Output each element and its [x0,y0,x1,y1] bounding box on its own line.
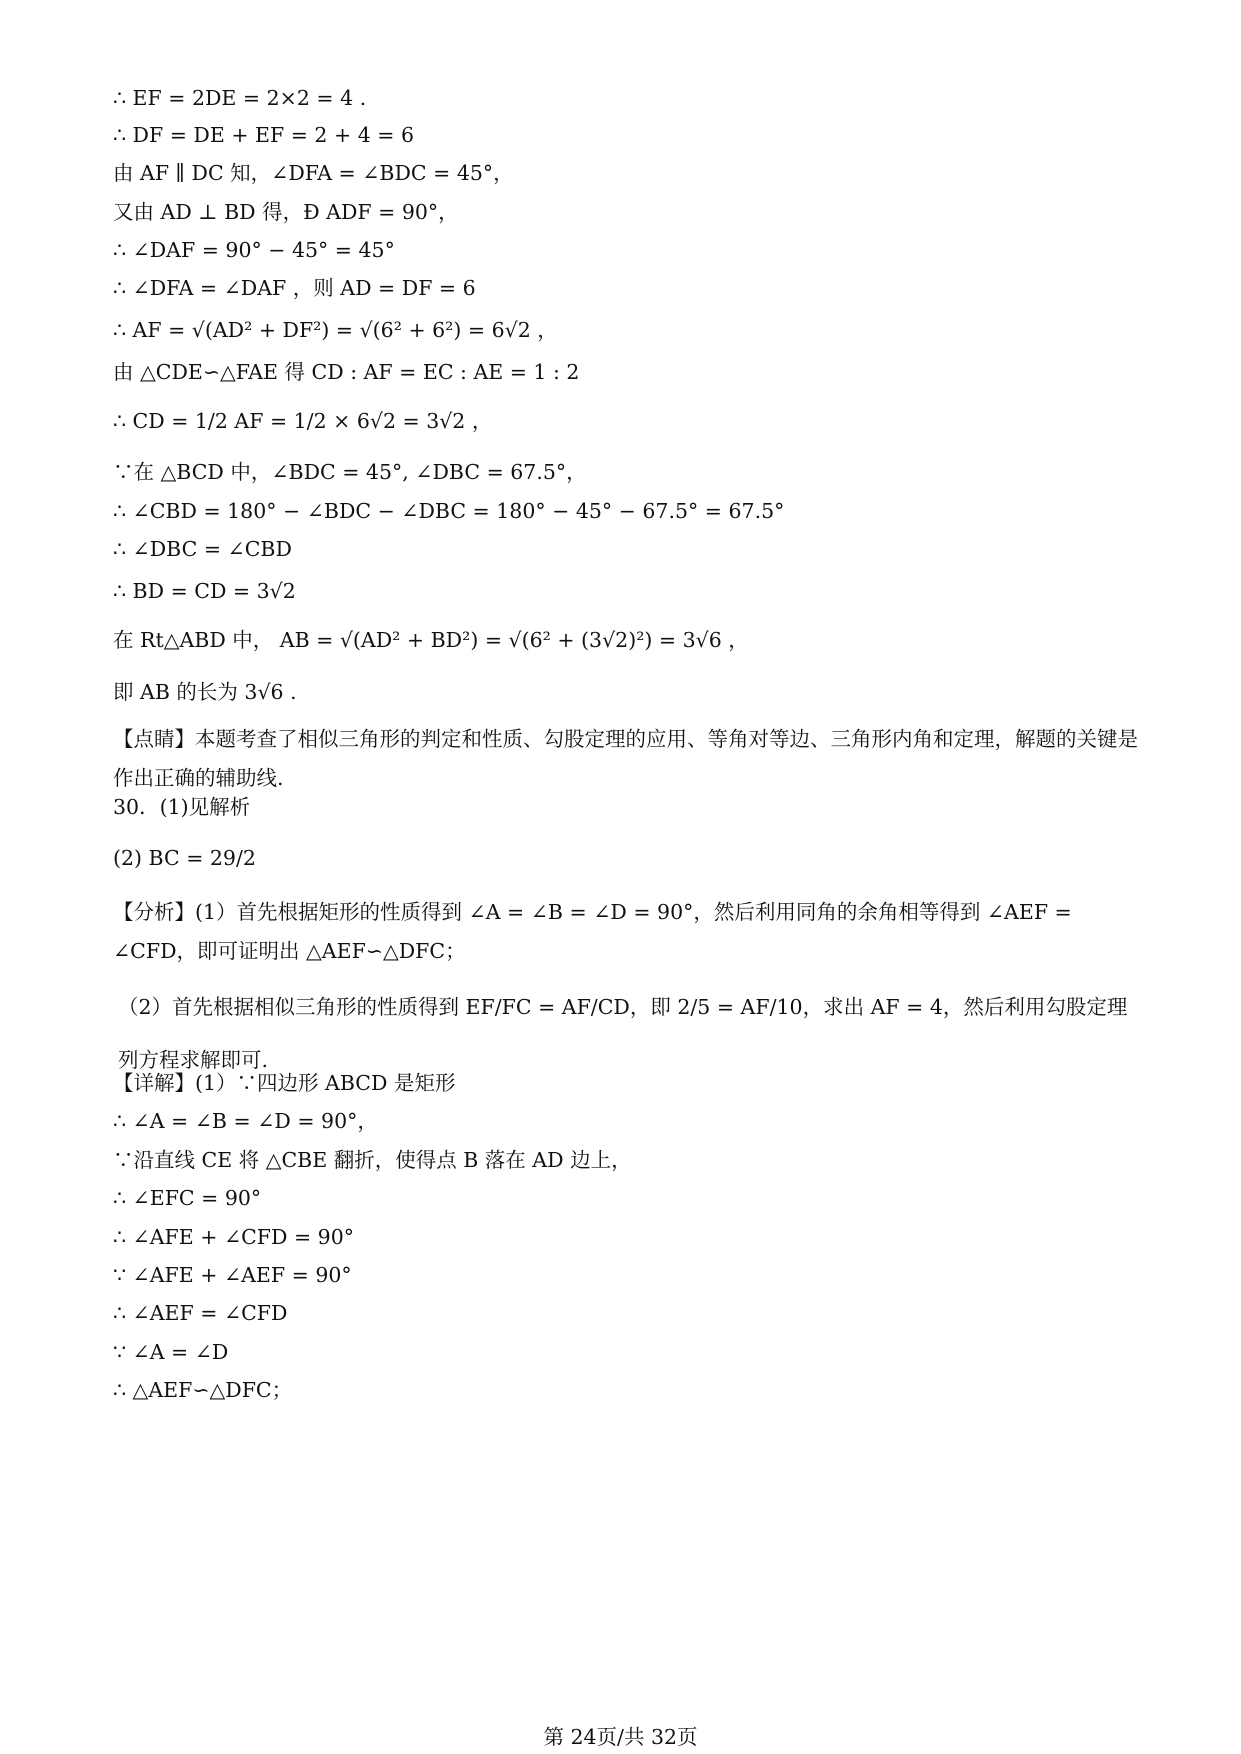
text-line: ∴ DF = DE + EF = 2 + 4 = 6 [113,123,414,147]
text-line: 由 △CDE∽△FAE 得 CD : AF = EC : AE = 1 : 2 [113,360,580,384]
text-line: ∴ CD = 1/2 AF = 1/2 × 6√2 = 3√2 ， [113,409,493,433]
text-line: ∴ ∠A = ∠B = ∠D = 90°， [113,1109,378,1133]
text-line: ∴ ∠CBD = 180° − ∠BDC − ∠DBC = 180° − 45° − 67.5° = 67.5° [113,499,785,523]
text-line: ∴ ∠DFA = ∠DAF ，则 AD = DF = 6 [113,276,476,300]
analysis-paragraph: （2）首先根据相似三角形的性质得到 EF/FC = AF/CD，即 2/5 = AF/10，求出 AF = 4，然后利用勾股定理列方程求解即可. [118,995,1128,1072]
text-line: ∴ ∠DAF = 90° − 45° = 45° [113,238,395,262]
text-line: ∴ ∠AFE + ∠CFD = 90° [113,1225,355,1249]
answer-line: (2) BC = 29/2 [113,846,256,870]
text-line: ∵ ∠A = ∠D [113,1340,229,1364]
text-line: 由 AF ∥ DC 知，∠DFA = ∠BDC = 45°， [113,161,514,185]
text-line: ∴ ∠DBC = ∠CBD [113,537,292,561]
text-line: ∵ ∠AFE + ∠AEF = 90° [113,1263,352,1287]
text-line: ∴ ∠AEF = ∠CFD [113,1301,288,1325]
text-line: ∵沿直线 CE 将 △CBE 翻折，使得点 B 落在 AD 边上， [113,1148,632,1172]
text-line: ∴ EF = 2DE = 2×2 = 4 . [113,86,367,110]
solution-line: 【详解】(1）∵四边形 ABCD 是矩形 [113,1071,456,1095]
text-line: ∴ AF = √(AD² + DF²) = √(6² + 6²) = 6√2 ， [113,318,558,342]
text-line: ∴ BD = CD = 3√2 [113,579,296,603]
text-line: ∴ ∠EFC = 90° [113,1186,262,1210]
analysis-paragraph: 【分析】(1）首先根据矩形的性质得到 ∠A = ∠B = ∠D = 90°，然后利用同角的余角相等得到 ∠AEF = ∠CFD，即可证明出 △AEF∽△DFC； [113,900,1072,963]
question-number: 30．(1)见解析 [113,795,251,819]
text-line: 在 Rt△ABD 中， AB = √(AD² + BD²) = √(6² + (3√2)²) = 3√6 ， [113,628,749,652]
text-line: ∴ △AEF∽△DFC； [113,1378,293,1402]
page-footer: 第 24页/共 32页 [543,1725,698,1749]
text-line: ∵在 △BCD 中，∠BDC = 45°, ∠DBC = 67.5°， [113,460,587,484]
text-line: 又由 AD ⊥ BD 得，Ð ADF = 90°， [113,200,459,224]
text-line: 即 AB 的长为 3√6 . [113,680,297,704]
remark-paragraph: 【点睛】本题考查了相似三角形的判定和性质、勾股定理的应用、等角对等边、三角形内角和定理，解题的关键是作出正确的辅助线. [113,727,1138,790]
